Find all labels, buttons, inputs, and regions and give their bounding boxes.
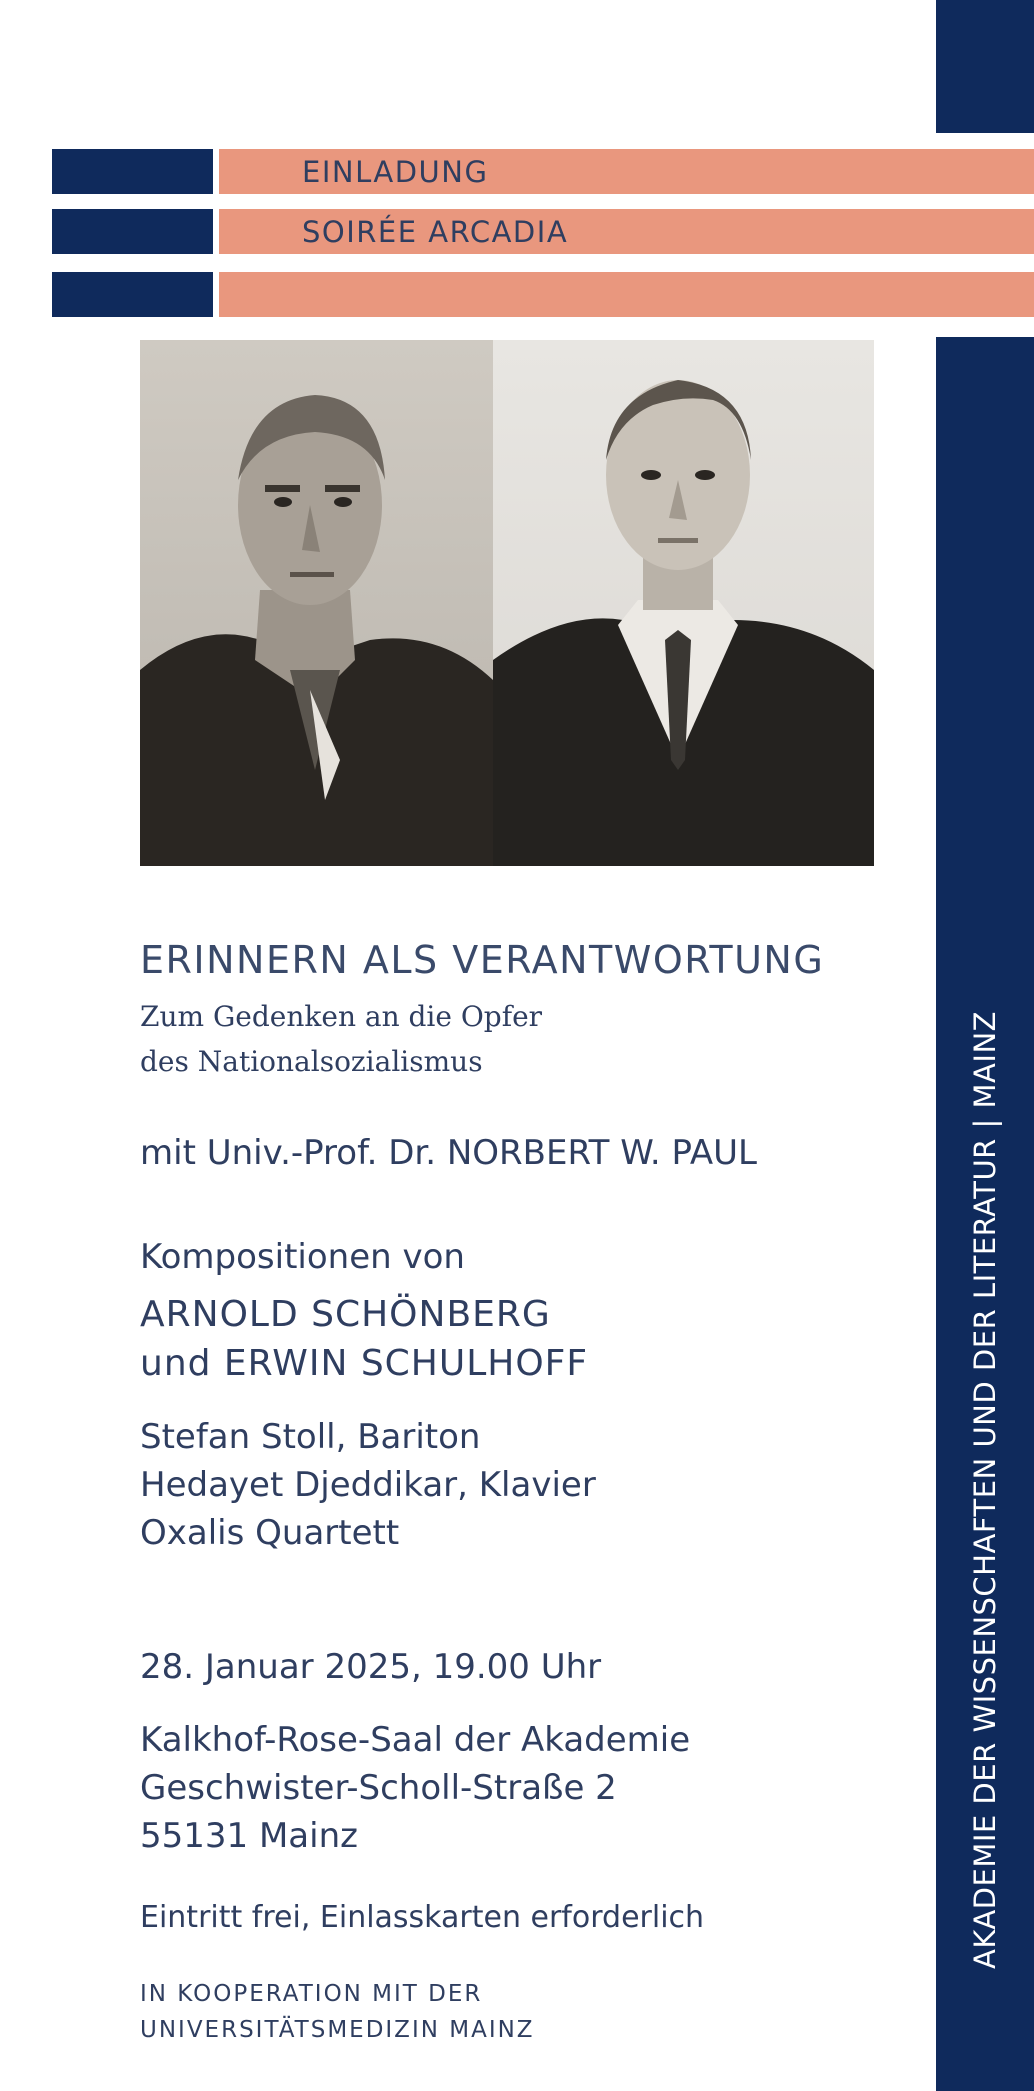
portrait-photos — [140, 340, 874, 866]
header-bar-empty — [52, 272, 1034, 317]
performer-1: Stefan Stoll, Bariton — [140, 1417, 481, 1457]
composer-2: und ERWIN SCHULHOFF — [140, 1343, 589, 1384]
series-label: SOIRÉE ARCADIA — [302, 215, 569, 249]
academy-name: AKADEMIE DER WISSENSCHAFTEN UND DER LITERATUR | MAINZ — [968, 1010, 1002, 1970]
event-title: ERINNERN ALS VERANTWORTUNG — [140, 938, 825, 982]
event-date: 28. Januar 2025, 19.00 Uhr — [140, 1647, 602, 1687]
cooperation-line1: IN KOOPERATION MIT DER — [140, 1981, 483, 2007]
invitation-label: EINLADUNG — [302, 155, 489, 189]
venue-line3: 55131 Mainz — [140, 1816, 358, 1856]
bar-navy-segment — [52, 272, 213, 317]
cooperation-line2: UNIVERSITÄTSMEDIZIN MAINZ — [140, 2017, 535, 2043]
bar-salmon-segment — [219, 272, 1034, 317]
bar-navy-segment — [52, 209, 213, 254]
bar-navy-segment — [52, 149, 213, 194]
performer-3: Oxalis Quartett — [140, 1513, 400, 1553]
compositions-intro: Kompositionen von — [140, 1237, 465, 1277]
performer-2: Hedayet Djeddikar, Klavier — [140, 1465, 596, 1505]
venue-line1: Kalkhof-Rose-Saal der Akademie — [140, 1720, 691, 1760]
corner-block — [936, 0, 1034, 133]
event-subtitle-line2: des Nationalsozialismus — [140, 1045, 483, 1078]
portrait-photo-right — [493, 340, 874, 866]
speaker: mit Univ.-Prof. Dr. NORBERT W. PAUL — [140, 1133, 757, 1173]
composer-1: ARNOLD SCHÖNBERG — [140, 1294, 551, 1335]
header-bar-soiree — [52, 209, 1034, 254]
header-bar-einladung — [52, 149, 1034, 194]
venue-line2: Geschwister-Scholl-Straße 2 — [140, 1768, 617, 1808]
portrait-photo-left — [140, 340, 493, 866]
admission-note: Eintritt frei, Einlasskarten erforderlich — [140, 1900, 705, 1935]
event-subtitle-line1: Zum Gedenken an die Opfer — [140, 1000, 543, 1033]
